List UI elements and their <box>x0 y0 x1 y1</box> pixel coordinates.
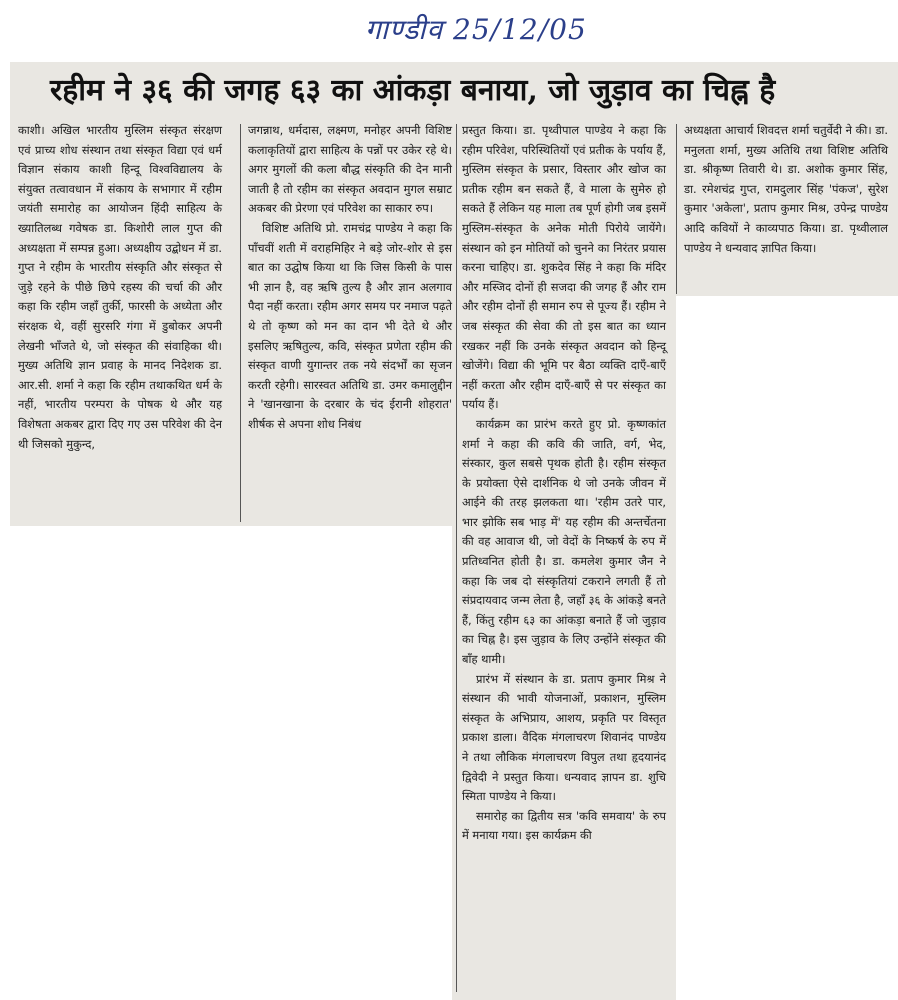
paragraph: प्रस्तुत किया। डा. पृथ्वीपाल पाण्डेय ने कहा कि रहीम परिवेश, परिस्थितियों एवं प्रतीक के पर्याय हैं, मुस्लिम संस्कृत के प्रसार, विस्तार और खोज का प्रतीक रहीम बन सकते हैं, वे माला के सुमेरु हो सकते हैं लेकिन यह माला तब पूर्ण होगी जब इसमें मुस्लिम-संस्कृत के अनेक मोती पिरोये जायेंगे। संस्थान को इन मोतियों को चुनने का निरंतर प्रयास करना चाहिए। डा. शुकदेव सिंह ने कहा कि मंदिर और मस्जिद दोनों ही सजदा की जगह हैं और राम और रहीम दोनों ही समान रुप से पूज्य हैं। रहीम ने जब संस्कृत की सेवा की तो इस बात का ध्यान रखकर नहीं कि उनके संस्कृत अवदान को हिन्दू खोजेंगे। विद्या की भूमि पर बैठा व्यक्ति दाएँ-बाएँ नहीं करता और रहीम दाएँ-बाएँ से पर संस्कृत का पर्याय हैं। <box>462 123 666 412</box>
paragraph: विशिष्ट अतिथि प्रो. रामचंद्र पाण्डेय ने कहा कि पाँचवीं शती में वराहमिहिर ने बड़े जोर-शोर से इस बात का उद्घोष किया था कि जिस किसी के पास भी ज्ञान है, वह ऋषि तुल्य है और ज्ञान अलगाव पैदा नहीं करता। रहीम अगर समय पर नमाज पढ़ते थे तो कृष्ण को मन का दान भी देते थे और इसलिए ऋषितुल्य, कवि, संस्कृत प्रणेता रहीम की संस्कृत वाणी युगान्तर तक नये संदर्भों का सृजन करती रहेगी। सारस्वत अतिथि डा. उमर कमालुद्दीन ने 'खानखाना के दरबार के चंद ईरानी शोहरात' शीर्षक से अपना शोध निबंध <box>248 220 452 431</box>
article-column-1 <box>18 121 222 454</box>
paragraph: प्रारंभ में संस्थान के डा. प्रताप कुमार मिश्र ने संस्थान की भावी योजनाओं, प्रकाशन, मुस्लिम संस्कृत के अभिप्राय, आशय, प्रकृति पर विस्तृत प्रकाश डाला। वैदिक मंगलाचरण शिवानंद पाण्डेय ने तथा लौकिक मंगलाचरण विपुल तथा हृदयानंद द्विवेदी ने प्रस्तुत किया। धन्यवाद ज्ञापन डा. शुचि स्मिता पाण्डेय ने किया। <box>462 671 666 804</box>
column-divider <box>676 124 677 294</box>
paragraph: कार्यक्रम का प्रारंभ करते हुए प्रो. कृष्णकांत शर्मा ने कहा की कवि की जाति, वर्ग, भेद, संस्कार, कुल सबसे पृथक होती है। रहीम संस्कृत के प्रयोक्ता ऐसे दार्शनिक थे जो उनके जीवन में आईने की तरह झलकता था। 'रहीम उतरे पार, भार झोकि सब भाड़ में' यह रहीम की अन्तर्चेतना की वह आवाज थी, जो वेदों के निष्कर्ष के रुप में प्रतिध्वनित होती है। डा. कमलेश कुमार जैन ने कहा कि जब दो संस्कृतियां टकराने लगती हैं तो संप्रदायवाद जन्म लेता है, जहाँ ३६ के आंकड़े बनते हैं, किंतु रहीम ६३ का आंकड़ा बनाते हैं जो जुड़ाव का चिह्न है। इस जुड़ाव के लिए उन्होंने संस्कृत की बाँह थामी। <box>462 416 666 667</box>
column-divider <box>456 124 457 992</box>
column-divider <box>240 124 241 522</box>
paragraph: जगन्नाथ, धर्मदास, लक्ष्मण, मनोहर अपनी विशिष्ट कलाकृतियों द्वारा साहित्य के पन्नों पर उकेर रहे थे। अगर मुगलों की कला बौद्ध संस्कृति की देन मानी जाती है तो रहीम का संस्कृत अवदान मुगल सम्राट अकबर की प्रेरणा एवं परिवेश का साकार रुप। <box>248 123 452 216</box>
paragraph: समारोह का द्वितीय सत्र 'कवि समवाय' के रुप में मनाया गया। इस कार्यक्रम की <box>462 808 666 843</box>
article-column-3 <box>462 121 666 846</box>
paragraph: काशी। अखिल भारतीय मुस्लिम संस्कृत संरक्षण एवं प्राच्य शोध संस्थान तथा संस्कृत विद्या एवं धर्म विज्ञान संकाय काशी हिन्दू विश्वविद्यालय के संयुक्त तत्वावधान में संकाय के सभागार में रहीम जयंती समारोह का आयोजन हिंदी साहित्य के ख्यातिलब्ध गवेषक डा. किशोरी लाल गुप्त की अध्यक्षता में सम्पन्न हुआ। अध्यक्षीय उद्बोधन में डा. गुप्त ने रहीम के भारतीय संस्कृति और संस्कृत से जुड़े रहने के पीछे छिपे रहस्य की चर्चा की और कहा कि रहीम जहाँ तुर्की, फारसी के अध्येता और संरक्षक थे, वहीं सुरसरि गंगा में डुबोकर अपनी लेखनी भाँजते थे, जो संस्कृत की संवाहिका थी। मुख्य अतिथि ज्ञान प्रवाह के मानद निदेशक डा. आर.सी. शर्मा ने कहा कि रहीम तथाकथित धर्म के नहीं, भारतीय परम्परा के पोषक थे और यह विशेषता अकबर द्वारा दिए गए उस परिवेश की देन थी जिसको मुकुन्द, <box>18 123 222 451</box>
article-column-4 <box>684 121 888 258</box>
handwritten-date-note: गाण्डीव 25/12/05 <box>365 13 587 46</box>
paragraph: अध्यक्षता आचार्य शिवदत्त शर्मा चतुर्वेदी ने की। डा. मनुलता शर्मा, मुख्य अतिथि तथा विशिष्ट अतिथि डा. श्रीकृष्ण तिवारी थे। डा. अशोक कुमार सिंह, डा. रमेशचंद्र गुप्त, रामदुलार सिंह 'पंकज', सुरेश कुमार 'अकेला', प्रताप कुमार मिश्र, उपेन्द्र पाण्डेय आदि कवियों ने काव्यपाठ किया। डा. पृथ्वीलाल पाण्डेय ने धन्यवाद ज्ञापित किया। <box>684 123 888 255</box>
article-column-2 <box>248 121 452 435</box>
article-headline: रहीम ने ३६ की जगह ६३ का आंकड़ा बनाया, जो जुड़ाव का चिह्न है <box>50 73 776 108</box>
